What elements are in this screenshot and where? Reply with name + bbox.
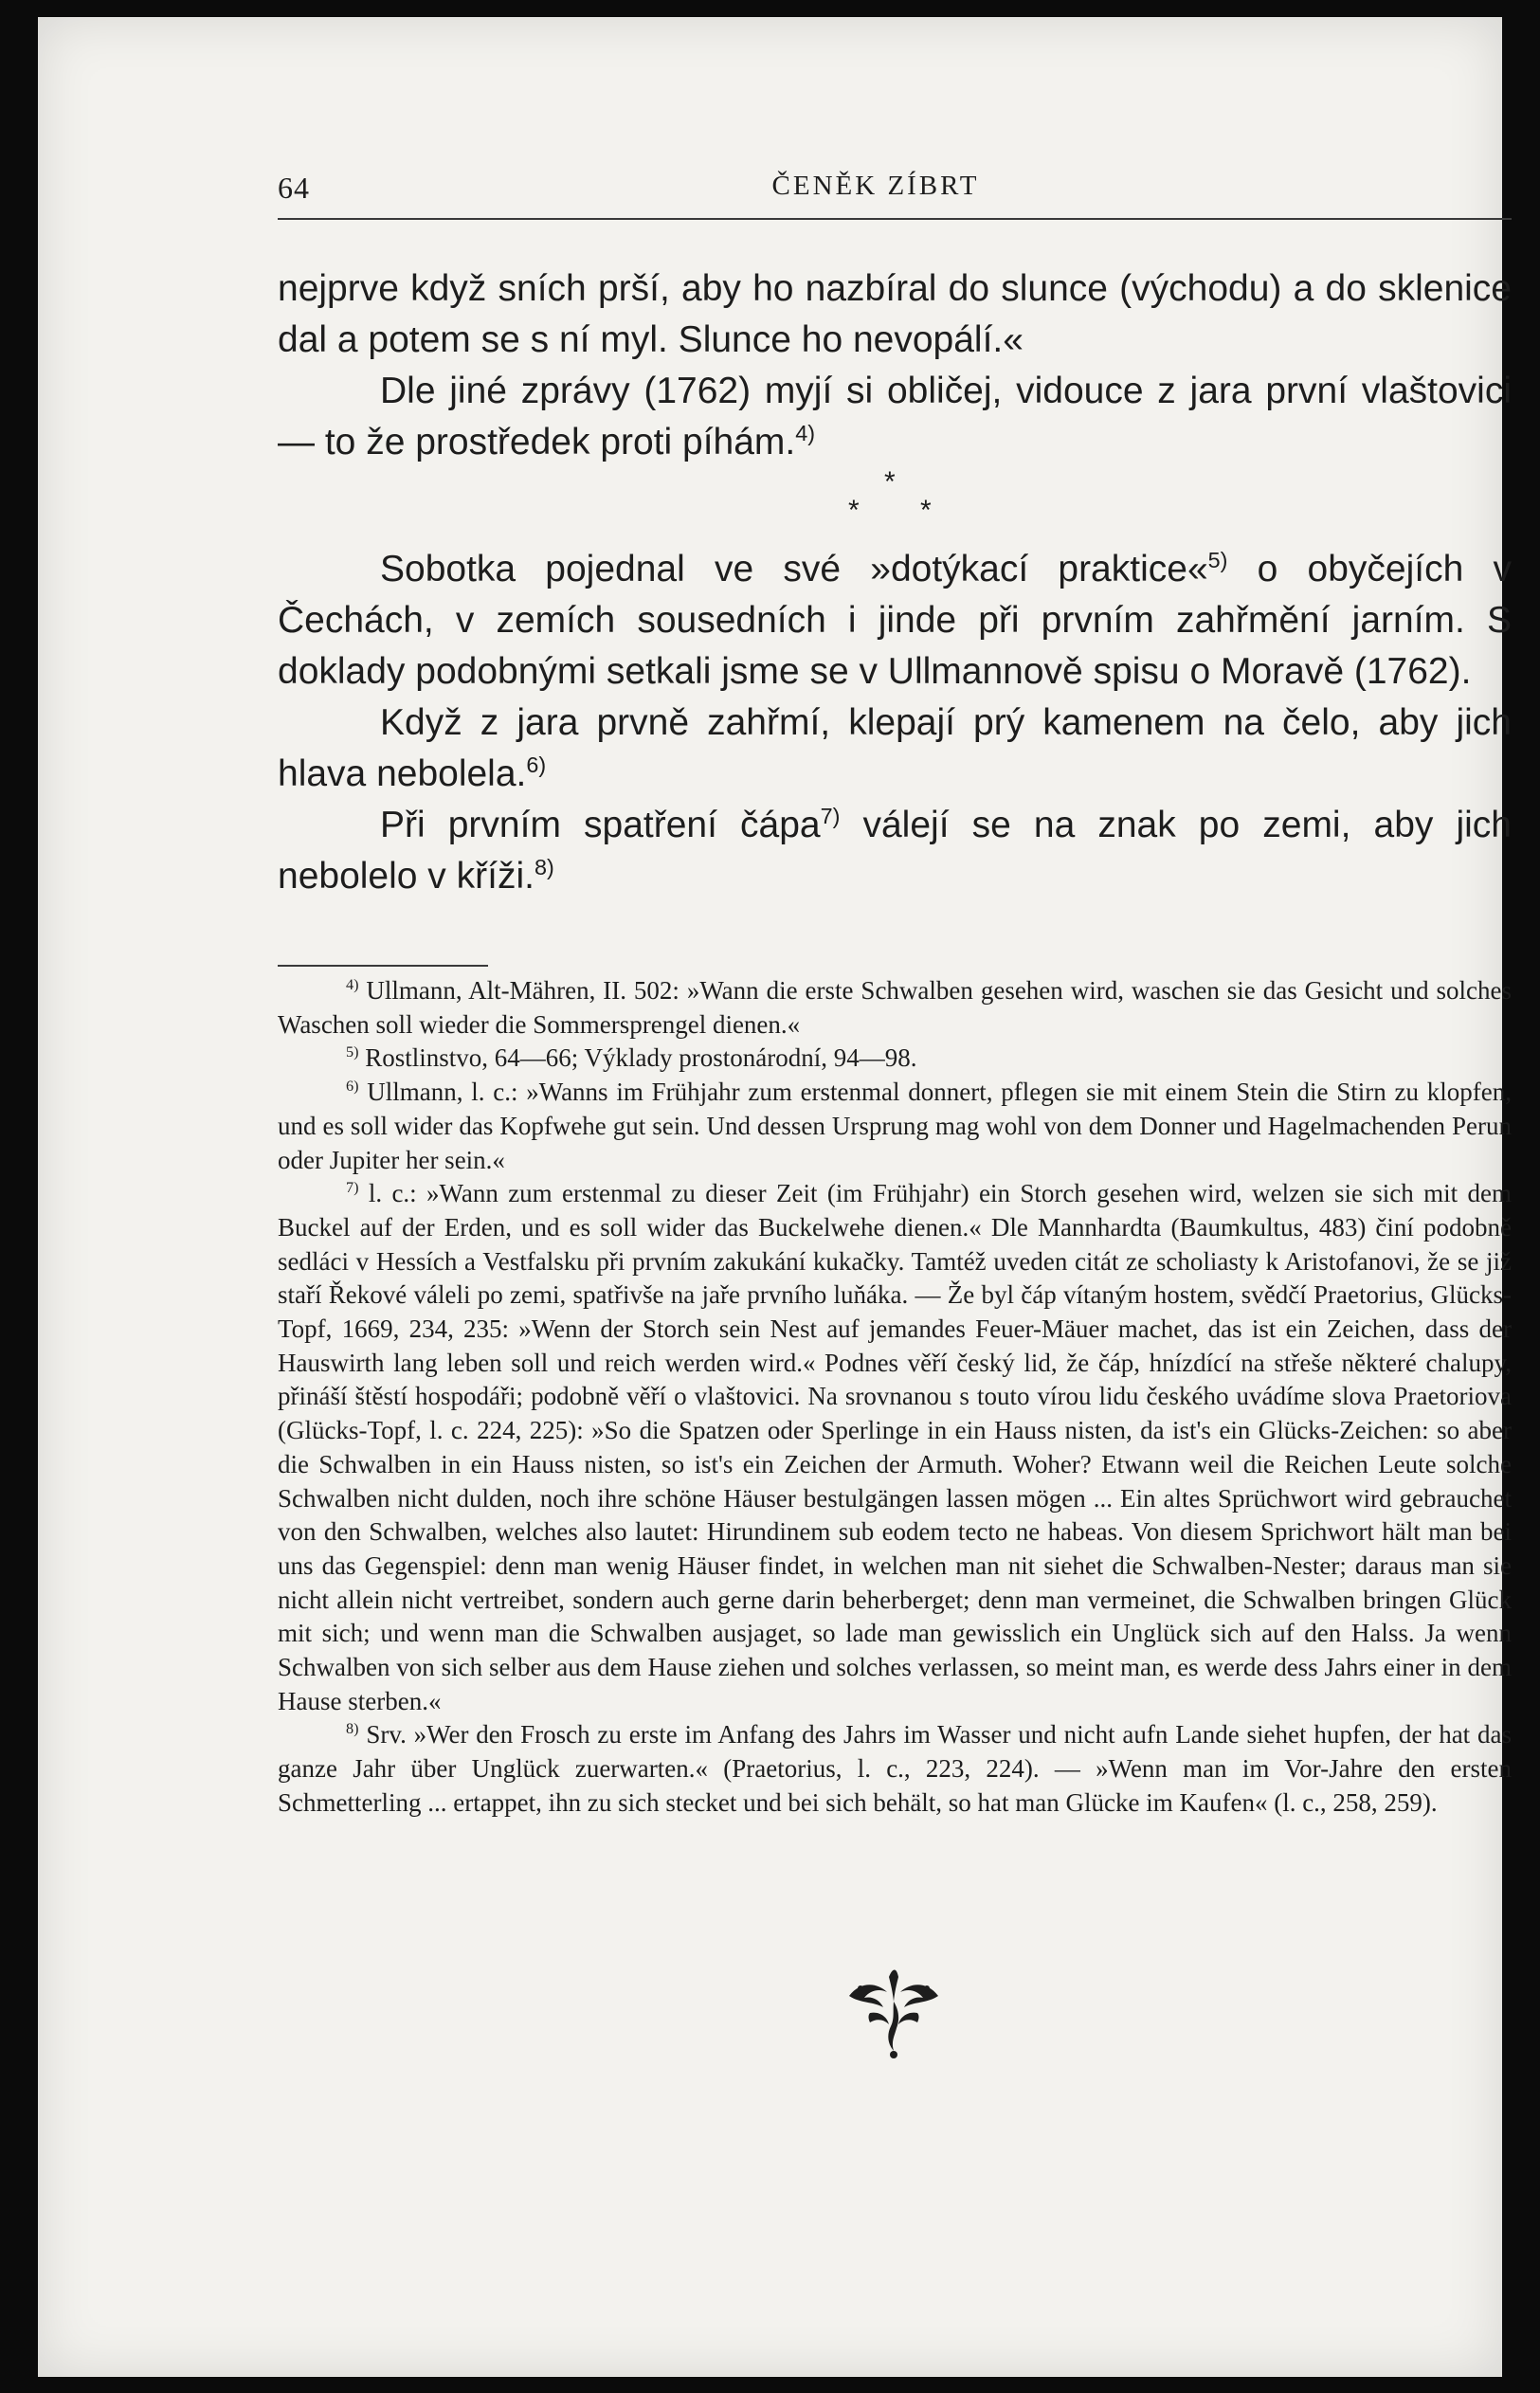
footnote (278, 1177, 1512, 1718)
footnote-mark: 5) (346, 1043, 359, 1061)
footnote (278, 974, 1512, 1042)
footnote-text: Ullmann, l. c.: »Wanns im Frühjahr zum erstenmal donnert, pflegen sie mit einem Stein die Stirn zu klopfen, und es soll wider das Kopfwehe gut sein. Und dessen Ursprung mag wohl von dem Donner und Hagelmachenden Perun oder Jupiter her sein.« (278, 1078, 1512, 1174)
running-title: ČENĚK ZÍBRT (771, 171, 980, 201)
running-head (240, 159, 1512, 207)
footnote (278, 1076, 1512, 1177)
paragraph (278, 698, 1512, 800)
asterisk-icon: * (848, 495, 860, 526)
asterisk-icon: * (920, 495, 932, 526)
page-content (240, 159, 1512, 1817)
paragraph-text: Dle jiné zprávy (1762) myjí si obličej, vidouce z jara první vlaštovici — to že prostředek proti píhám. (278, 371, 1512, 462)
paragraph-text: o obyčejích v Čechách, v zemích sousedních i jinde při prvním zahřmění jarním. S doklady podobnými setkali jsme se v Ullmannově spisu o Moravě (1762). (278, 549, 1512, 692)
body-text (278, 263, 1512, 902)
footnotes (278, 974, 1512, 1821)
footnote (278, 1042, 1512, 1076)
footnote-mark: 4) (346, 976, 359, 993)
footnote (278, 1718, 1512, 1820)
footnote-mark: 7) (346, 1179, 359, 1197)
footnote-mark: 8) (346, 1720, 359, 1738)
paragraph (278, 263, 1512, 366)
header-rule (278, 218, 1512, 220)
paragraph (278, 544, 1512, 698)
footnote-ref: 8) (534, 855, 554, 879)
paragraph-text: Sobotka pojednal ve své »dotýkací praktice« (380, 549, 1208, 589)
footnote-ref: 4) (795, 421, 816, 445)
paragraph-text: Při prvním spatření čápa (380, 805, 821, 845)
footnote-ref: 7) (820, 804, 841, 828)
paragraph-text: nejprve když sních prší, aby ho nazbíral do slunce (východu) a do sklenice dal a potem se s ní myl. Slunce ho nevopálí.« (278, 268, 1512, 360)
footnote-ref: 5) (1207, 548, 1228, 572)
footnote-mark: 6) (346, 1078, 359, 1096)
paragraph (278, 800, 1512, 902)
footnote-rule (278, 965, 488, 967)
page-number: 64 (278, 171, 310, 205)
footnote-text: Ullmann, Alt-Mähren, II. 502: »Wann die erste Schwalben gesehen wird, waschen sie das Gesicht und solches Waschen soll wieder die Sommersprengel dienen.« (278, 976, 1512, 1039)
footnote-text: Rostlinstvo, 64—66; Výklady prostonárodní, 94—98. (358, 1043, 917, 1073)
book-page (38, 17, 1512, 2377)
footnote-text: Srv. »Wer den Frosch zu erste im Anfang des Jahrs im Wasser und nicht aufn Lande siehet hupfen, der hat das ganze Jahr über Unglück zuerwarten.« (Praetorius, l. c., 223, 224). — »Wenn man im Vor-Jahre den ersten Schmetterling ... ertappet, ihn zu sich stecket und bei sich behält, so hat man Glücke im Kaufen« (l. c., 258, 259). (278, 1720, 1512, 1817)
paragraph-text: Když z jara prvně zahřmí, klepají prý kamenem na čelo, aby jich hlava nebolela. (278, 702, 1512, 794)
paragraph-text: válejí se na znak po zemi, aby jich nebolelo v kříži. (278, 805, 1512, 897)
footnote-ref: 6) (526, 752, 547, 777)
section-break-asterisks (278, 468, 1512, 544)
footnote-text: l. c.: »Wann zum erstenmal zu dieser Zeit (im Frühjahr) ein Storch gesehen wird, welzen sie sich mit dem Buckel auf der Erden, und es soll wider das Buckelwehe dienen.« Dle Mannhardta (Baumkultus, 483) činí podobně sedláci v Hessích a Vestfalsku při prvním zakukání kukačky. Tamtéž uveden citát ze scholiasty k Aristofanovi, že se již staří Řekové váleli po zemi, spatřivše na jaře prvního luňáka. — Že byl čáp vítaným hostem, svědčí Praetorius, Glücks-Topf, 1669, 234, 235: »Wenn der Storch sein Nest auf jemandes Feuer-Mäuer machet, das ist ein Zeichen, dass der Hauswirth lang leben soll und reich werden wird.« Podnes věří český lid, že čáp, hnízdící na střeše některé chalupy, přináší štěstí hospodáři; podobně věří o vlaštovici. Na srovnanou s touto vírou lidu českého uvádíme slova Praetoriova (Glücks-Topf, l. c. 224, 225): »So die Spatzen oder Sperlinge in ein Hauss nisten, da ist's ein Glücks-Zeichen: so aber die Schwalben in ein Hauss nisten, so ist's ein Zeichen der Armuth. Woher? Etwann weil die Reichen Leute solche Schwalben nicht dulden, noch ihre schöne Häuser bestulgängen lassen mögen ... Ein altes Sprüchwort wird gebrauchet von den Schwalben, welches also lautet: Hirundinem sub eodem tecto ne habeas. Von diesem Sprichwort hält man bei uns das Gegenspiel: denn man wenig Häuser findet, in welchen man nit siehet die Schwalben-Nester; daraus man sie nicht allein nicht vertreibet, sondern auch gerne darin beherberget; denn man vermeinet, die Schwalben bringen Glück mit sich; und wenn man die Schwalben ausjaget, so lade man gewisslich ein Unglück sich auf den Halss. Ja wenn Schwalben von sich selber aus dem Hause ziehen und solches verlassen, so meint man, es werde dess Jahrs einer in dem Hause sterben.« (278, 1179, 1512, 1715)
fleuron-ornament-icon (842, 1960, 946, 2064)
asterisk-icon: * (884, 466, 896, 498)
paragraph (278, 366, 1512, 468)
